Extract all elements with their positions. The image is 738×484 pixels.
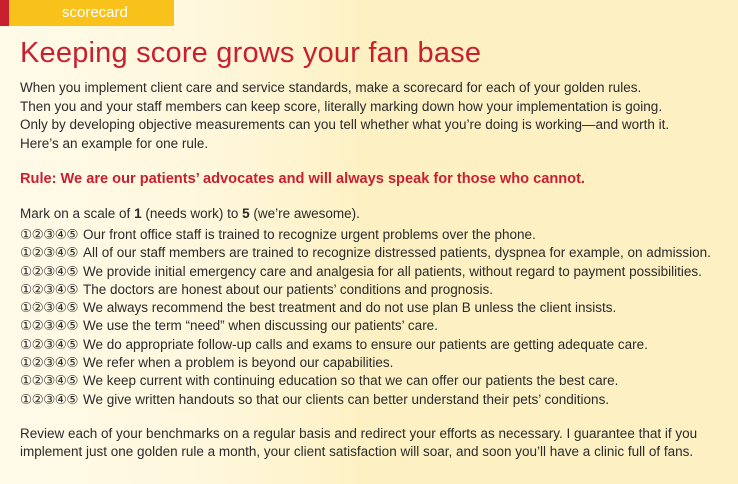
intro-line: Then you and your staff members can keep score, literally marking down how your implementation is going. bbox=[20, 98, 663, 114]
scorecard-item bbox=[20, 317, 735, 335]
article-body bbox=[20, 34, 735, 462]
article-heading: Keeping score grows your fan base bbox=[20, 37, 482, 69]
scorecard-item bbox=[20, 391, 735, 409]
scorecard-item-text: We always recommend the best treatment and do not use plan B unless the client insists. bbox=[83, 300, 617, 316]
rating-circles: ①②③④⑤ bbox=[20, 355, 79, 371]
rating-circles: ①②③④⑤ bbox=[20, 391, 79, 407]
rule-statement: Rule: We are our patients’ advocates and will always speak for those who cannot. bbox=[20, 171, 585, 187]
intro-line: When you implement client care and service standards, make a scorecard for each of your golden rules. bbox=[20, 80, 642, 95]
rating-circles: ①②③④⑤ bbox=[20, 227, 79, 242]
rating-circles: ①②③④⑤ bbox=[20, 281, 79, 297]
scorecard-item-text: All of our staff members are trained to recognize distressed patients, dyspnea for example, on admission. bbox=[83, 245, 711, 261]
scorecard-item bbox=[20, 354, 735, 372]
scorecard-item bbox=[20, 336, 735, 354]
rating-circles: ①②③④⑤ bbox=[20, 336, 79, 352]
rating-circles: ①②③④⑤ bbox=[20, 373, 79, 389]
scorecard-item bbox=[20, 281, 735, 299]
scale-prefix: Mark on a scale of bbox=[20, 206, 135, 221]
scorecard-item-text: We provide initial emergency care and analgesia for all patients, without regard to payment possibilities. bbox=[83, 263, 702, 279]
scorecard-item-text: We keep current with continuing education so that we can offer our patients the best care. bbox=[83, 373, 619, 389]
scorecard-item-text: Our front office staff is trained to recognize urgent problems over the phone. bbox=[83, 227, 536, 242]
scale-high-number: 5 bbox=[242, 206, 250, 221]
scorecard-item bbox=[20, 263, 735, 281]
scale-instruction bbox=[20, 205, 735, 223]
rating-circles: ①②③④⑤ bbox=[20, 263, 79, 279]
scale-low-number: 1 bbox=[134, 206, 142, 221]
closing-line: implement just one golden rule a month, your client satisfaction will soar, and soon you’ll have a clinic full of fans. bbox=[20, 444, 694, 460]
scorecard-item bbox=[20, 299, 735, 317]
rating-circles: ①②③④⑤ bbox=[20, 245, 79, 261]
closing-paragraph bbox=[20, 425, 735, 462]
intro-line: Here’s an example for one rule. bbox=[20, 135, 209, 151]
section-marker-bar bbox=[0, 0, 9, 26]
intro-line: Only by developing objective measurements can you tell whether what you’re doing is working—and worth it. bbox=[20, 117, 670, 132]
closing-line: Review each of your benchmarks on a regular basis and redirect your efforts as necessary. I guarantee that if you bbox=[20, 425, 698, 441]
scale-low-label: (needs work) to bbox=[141, 206, 243, 221]
rating-circles: ①②③④⑤ bbox=[20, 300, 79, 316]
scorecard-item bbox=[20, 372, 735, 390]
section-tab: scorecard bbox=[9, 0, 174, 26]
scorecard-item bbox=[20, 244, 735, 262]
scorecard-item-text: We give written handouts so that our clients can better understand their pets’ conditions. bbox=[83, 391, 610, 407]
scorecard-item-text: The doctors are honest about our patients’ conditions and prognosis. bbox=[83, 281, 494, 297]
scale-high-label: (we’re awesome). bbox=[249, 206, 360, 221]
rating-circles: ①②③④⑤ bbox=[20, 318, 79, 334]
scorecard-item-text: We refer when a problem is beyond our capabilities. bbox=[83, 355, 394, 371]
intro-paragraph bbox=[20, 79, 735, 153]
scorecard-item-text: We use the term “need” when discussing our patients’ care. bbox=[83, 318, 438, 334]
scorecard-item bbox=[20, 226, 735, 244]
scorecard-list bbox=[20, 226, 735, 409]
scorecard-item-text: We do appropriate follow-up calls and exams to ensure our patients are getting adequate care. bbox=[83, 336, 648, 352]
